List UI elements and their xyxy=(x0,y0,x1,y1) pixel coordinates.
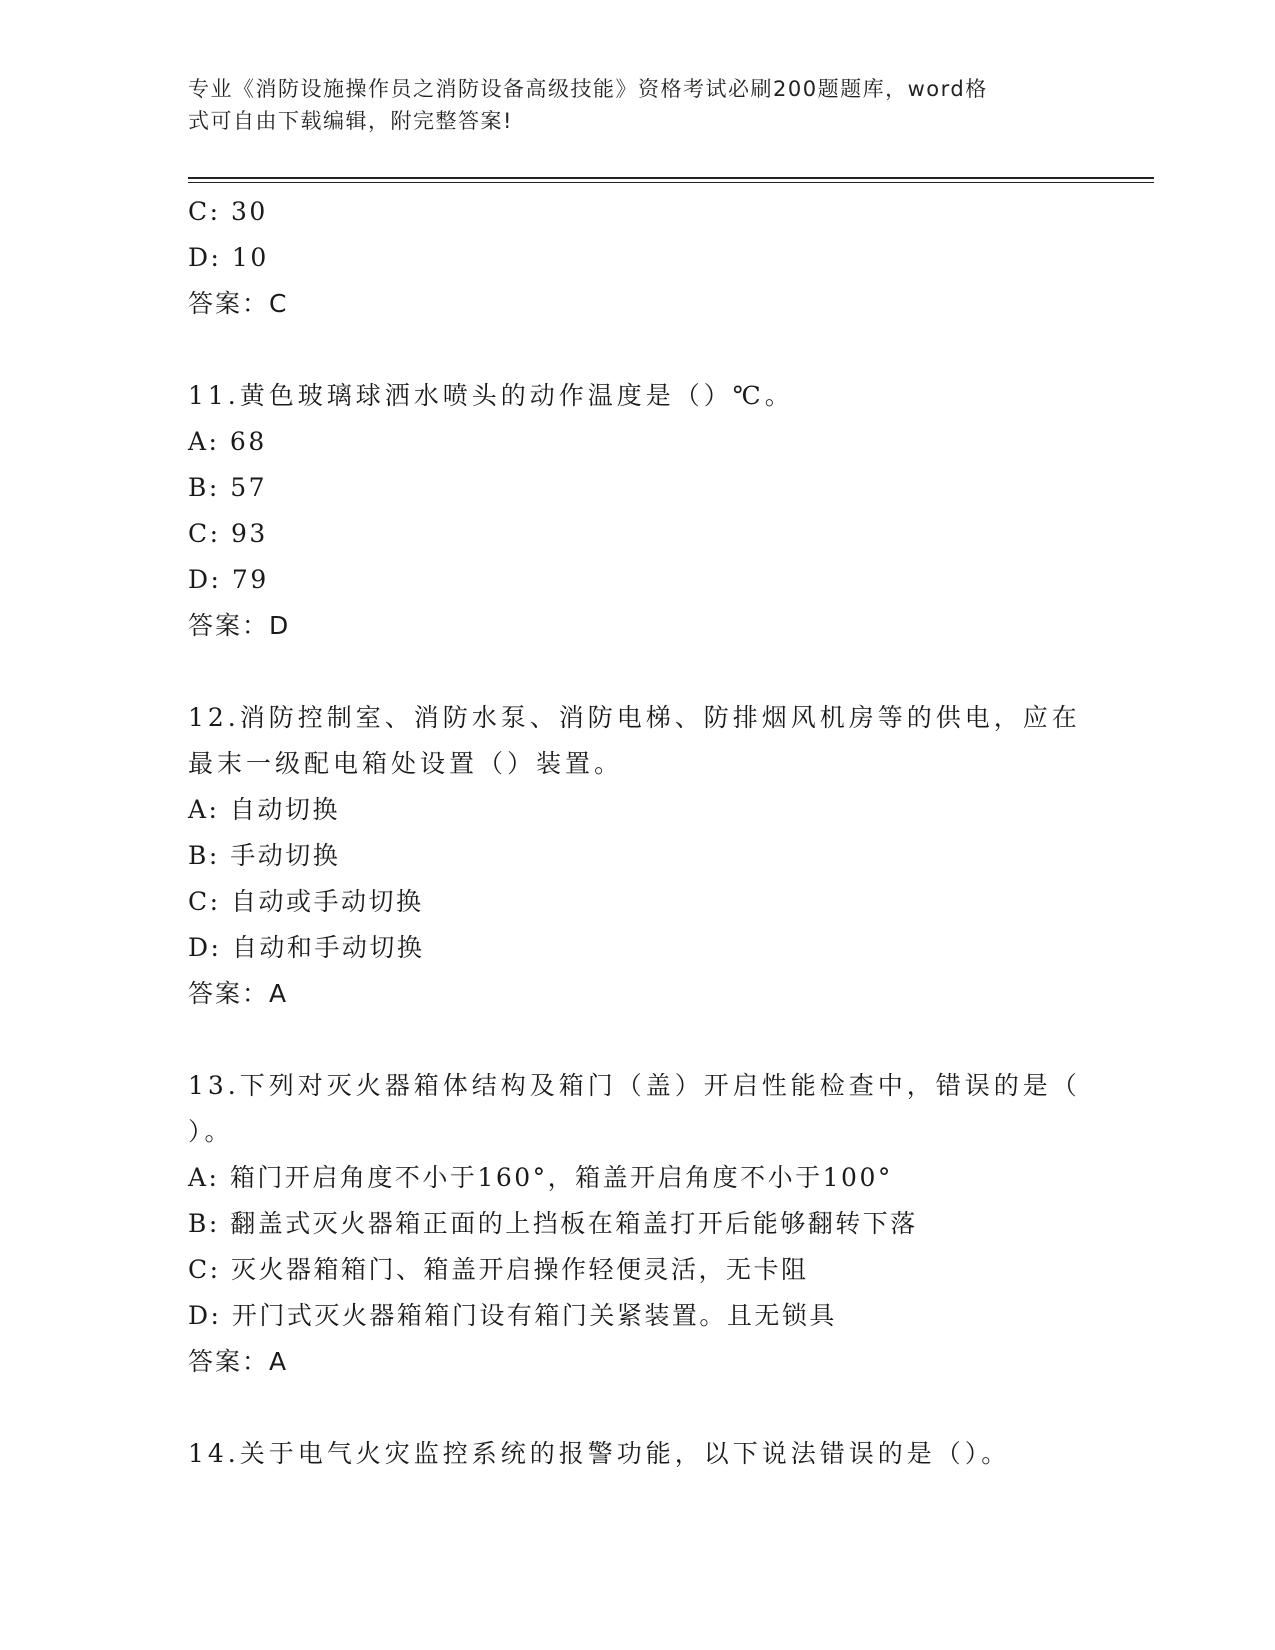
spacer xyxy=(188,649,1088,695)
header-divider-thick xyxy=(188,177,1154,179)
question-14 xyxy=(188,1431,1088,1477)
question-12 xyxy=(188,695,1088,1017)
question-stem-continued: 最末一级配电箱处设置（）装置。 xyxy=(188,749,624,778)
header-line-2: 式可自由下载编辑，附完整答案! xyxy=(188,109,513,133)
option-d: D: 79 xyxy=(188,565,269,594)
header-line-1: 专业《消防设施操作员之消防设备高级技能》资格考试必刷200题题库，word格 xyxy=(188,77,988,101)
answer-line: 答案：D xyxy=(188,611,291,640)
header-divider-thin xyxy=(188,182,1154,183)
option-d: D: 自动和手动切换 xyxy=(188,933,425,962)
question-stem: 13.下列对灭火器箱体结构及箱门（盖）开启性能检查中，错误的是（ xyxy=(188,1071,1081,1100)
question-stem: 11.黄色玻璃球洒水喷头的动作温度是（）℃。 xyxy=(188,381,794,410)
question-stem: 12.消防控制室、消防水泵、消防电梯、防排烟风机房等的供电，应在 xyxy=(188,703,1081,732)
option-a: A: 自动切换 xyxy=(188,795,340,824)
option-a: A: 68 xyxy=(188,427,267,456)
option-b: B: 57 xyxy=(188,473,268,502)
option-c: C: 30 xyxy=(188,197,268,226)
answer-line: 答案：C xyxy=(188,289,289,318)
document-body xyxy=(188,189,1088,1477)
spacer xyxy=(188,1385,1088,1431)
answer-line: 答案：A xyxy=(188,1347,289,1376)
question-11 xyxy=(188,373,1088,649)
spacer xyxy=(188,1017,1088,1063)
option-b: B: 手动切换 xyxy=(188,841,341,870)
question-stem: 14.关于电气火灾监控系统的报警功能，以下说法错误的是（）。 xyxy=(188,1439,1011,1468)
question-stem-continued: ）。 xyxy=(188,1117,234,1146)
answer-line: 答案：A xyxy=(188,979,289,1008)
option-c: C: 93 xyxy=(188,519,268,548)
question-13 xyxy=(188,1063,1088,1385)
option-c: C: 灭火器箱箱门、箱盖开启操作轻便灵活，无卡阻 xyxy=(188,1255,809,1284)
option-c: C: 自动或手动切换 xyxy=(188,887,424,916)
option-b: B: 翻盖式灭火器箱正面的上挡板在箱盖打开后能够翻转下落 xyxy=(188,1209,918,1238)
spacer xyxy=(188,327,1088,373)
question-10-continued xyxy=(188,189,1088,327)
option-d: D: 开门式灭火器箱箱门设有箱门关紧装置。且无锁具 xyxy=(188,1301,837,1330)
document-header xyxy=(188,73,1068,137)
option-a: A: 箱门开启角度不小于160°，箱盖开启角度不小于100° xyxy=(188,1163,893,1192)
option-d: D: 10 xyxy=(188,243,269,272)
